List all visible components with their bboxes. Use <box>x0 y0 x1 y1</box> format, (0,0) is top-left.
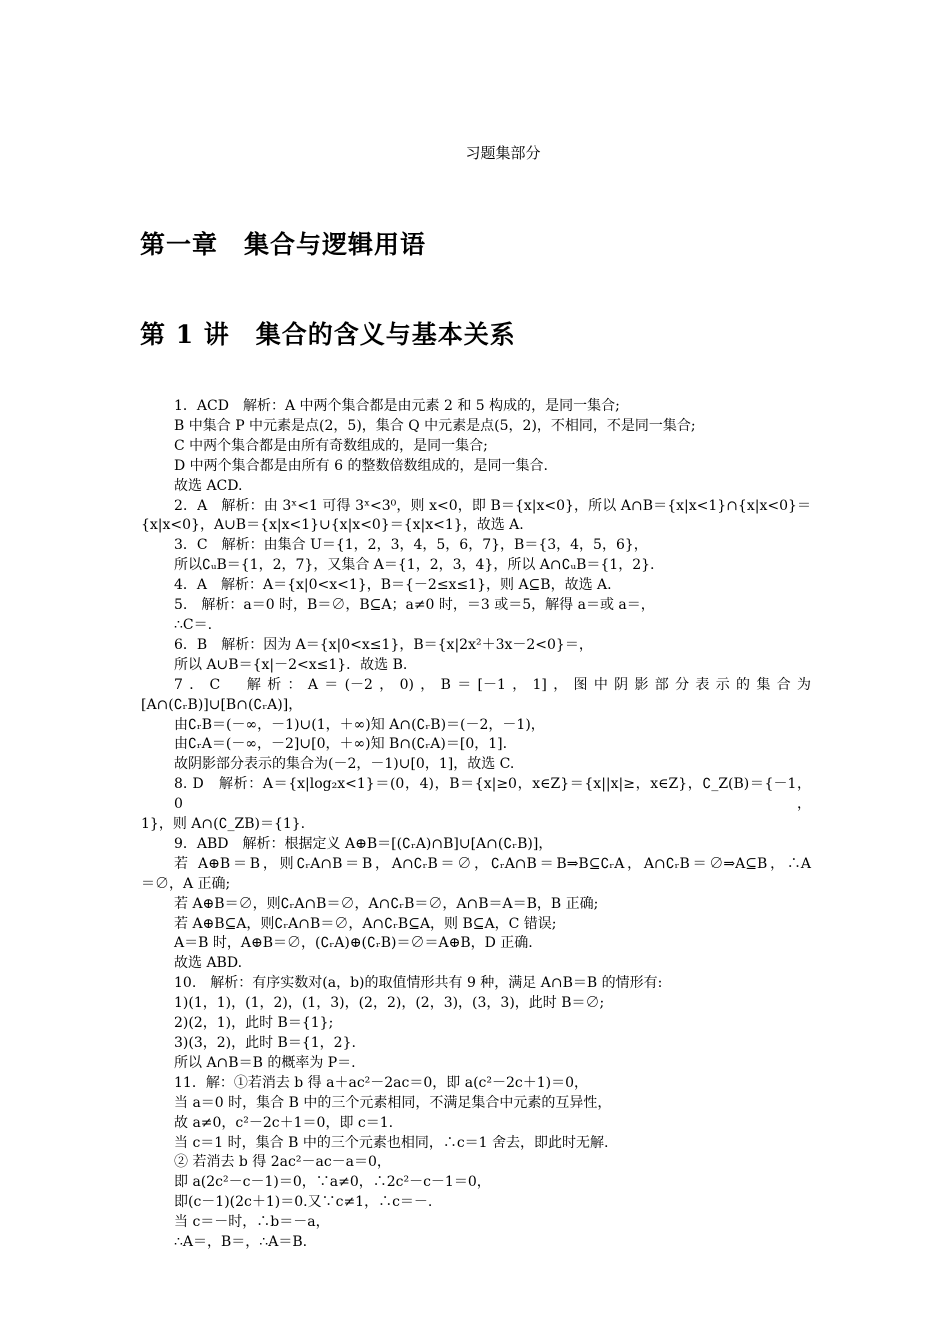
text-line: 所以 A∪B＝{x|－2<x≤1}．故选 B. <box>174 656 408 673</box>
text-line: [A∩(∁ᵣB)]∪[B∩(∁ᵣA)]， <box>141 696 303 713</box>
text-line: 2．A 解析：由 3ˣ<1 可得 3ˣ<3⁰，则 x<0，即 B＝{x|x<0}，所以 A∩B＝{x|x<1}∩{x|x<0}＝ <box>174 497 811 514</box>
text-line: 由∁ᵣA＝(－∞，－2]∪[0，＋∞)知 B∩(∁ᵣA)＝[0，1]. <box>174 736 508 753</box>
text-line: 故 a≠0，c²－2c＋1＝0，即 c＝1. <box>174 1114 394 1131</box>
text-line: 1)(1，1)，(1，2)，(1，3)，(2，2)，(2，3)，(3，3)，此时 B＝∅; <box>174 995 605 1012</box>
text-line: 故选 ABD. <box>174 955 243 972</box>
text-line: ② 若消去 b 得 2ac²－ac－a＝0， <box>174 1154 391 1171</box>
text-line: 当 c＝1 时，集合 B 中的三个元素也相同，∴c＝1 舍去，即此时无解. <box>174 1134 609 1151</box>
text-line: 9．ABD 解析：根据定义 A⊕B＝[(∁ᵣA)∩B]∪[A∩(∁ᵣB)]， <box>174 835 553 852</box>
text-line: 1}，则 A∩(∁_ZB)＝{1}. <box>141 816 306 833</box>
text-line: 7．C 解析：A＝(－2，0)，B＝[－1，1]，图中阴影部分表示的集合为 <box>174 676 811 693</box>
chapter-title: 第一章 集合与逻辑用语 <box>140 230 427 259</box>
text-line: 6．B 解析：因为 A＝{x|0<x≤1}，B＝{x|2x²＋3x－2<0}＝， <box>174 636 593 653</box>
text-line: 若 A⊕B＝∅，则∁ᵣA∩B＝∅，A∩∁ᵣB＝∅，A∩B＝A＝B，B 正确; <box>174 895 599 912</box>
text-line: 4．A 解析：A＝{x|0<x<1}，B＝{－2≤x≤1}，则 A⊆B，故选 A. <box>174 577 612 594</box>
text-line: 所以 A∩B＝B 的概率为 P＝. <box>174 1054 356 1071</box>
text-line: 所以∁ᵤB＝{1，2，7}，又集合 A＝{1，2，3，4}，所以 A∩∁ᵤB＝{1，2}. <box>174 557 655 574</box>
lesson-title: 第 1 讲 集合的含义与基本关系 <box>140 320 516 349</box>
text-line: 2)(2，1)，此时 B＝{1}; <box>174 1015 334 1032</box>
text-line: C 中两个集合都是由所有奇数组成的，是同一集合; <box>174 437 488 454</box>
text-line: 即(c－1)(2c＋1)＝0.又∵c≠1，∴c＝－. <box>174 1194 433 1211</box>
text-line: 由∁ᵣB＝(－∞，－1)∪(1，＋∞)知 A∩(∁ᵣB)＝(－2，－1)， <box>174 716 545 733</box>
text-line: 当 a＝0 时，集合 B 中的三个元素相同，不满足集合中元素的互异性， <box>174 1094 612 1111</box>
text-line: ＝∅，A 正确; <box>141 875 231 892</box>
text-line: 若 A⊕B＝B，则∁ᵣA∩B＝B，A∩∁ᵣB＝∅，∁ᵣA∩B＝B⇒B⊆∁ᵣA，A∩∁ᵣB＝∅⇒A⊆B，∴A <box>174 855 811 872</box>
text-line: 故选 ACD. <box>174 477 243 494</box>
text-line: {x|x<0}，A∪B＝{x|x<1}∪{x|x<0}＝{x|x<1}，故选 A. <box>141 517 524 534</box>
text-line: 3)(3，2)，此时 B＝{1，2}. <box>174 1035 356 1051</box>
text-line: ∴C＝. <box>174 616 213 633</box>
text-line: 即 a(2c²－c－1)＝0，∵a≠0，∴2c²－c－1＝0， <box>174 1174 491 1191</box>
text-line: 11．解：①若消去 b 得 a＋ac²－2ac＝0，即 a(c²－2c＋1)＝0， <box>174 1074 589 1091</box>
text-line: 10. 解析：有序实数对(a，b)的取值情形共有 9 种，满足 A∩B＝B 的情形有: <box>174 975 663 992</box>
text-line: 8. D 解析：A＝{x|log₂x<1}＝(0，4)，B＝{x|≥0，x∈Z}＝{x||x|≥，x∈Z}，∁_Z(B)＝{－1，0， <box>174 776 811 813</box>
solution-text <box>141 397 811 1253</box>
text-line: 3．C 解析：由集合 U＝{1，2，3，4，5，6，7}，B＝{3，4，5，6}， <box>174 537 648 554</box>
text-line: 1．ACD 解析：A 中两个集合都是由元素 2 和 5 构成的，是同一集合; <box>174 398 620 414</box>
page-header: 习题集部分 <box>465 144 541 162</box>
text-line: 故阴影部分表示的集合为(－2，－1)∪[0，1]，故选 C. <box>174 756 515 773</box>
text-line: B 中集合 P 中元素是点(2，5)，集合 Q 中元素是点(5，2)，不相同，不是同一集合; <box>174 417 696 434</box>
text-line: 当 c＝－时，∴b＝－a， <box>174 1214 330 1231</box>
text-line: 若 A⊕B⊆A，则∁ᵣA∩B＝∅，A∩∁ᵣB⊆A，则 B⊆A，C 错误; <box>174 915 557 932</box>
text-line: 5. 解析：a＝0 时，B＝∅，B⊆A；a≠0 时，＝3 或＝5，解得 a＝或 a＝， <box>174 597 655 614</box>
text-line: A＝B 时，A⊕B＝∅，(∁ᵣA)⊕(∁ᵣB)＝∅＝A⊕B，D 正确. <box>174 935 533 952</box>
text-line: D 中两个集合都是由所有 6 的整数倍数组成的，是同一集合. <box>174 457 548 474</box>
text-line: ∴A＝，B＝，∴A＝B. <box>174 1234 308 1251</box>
